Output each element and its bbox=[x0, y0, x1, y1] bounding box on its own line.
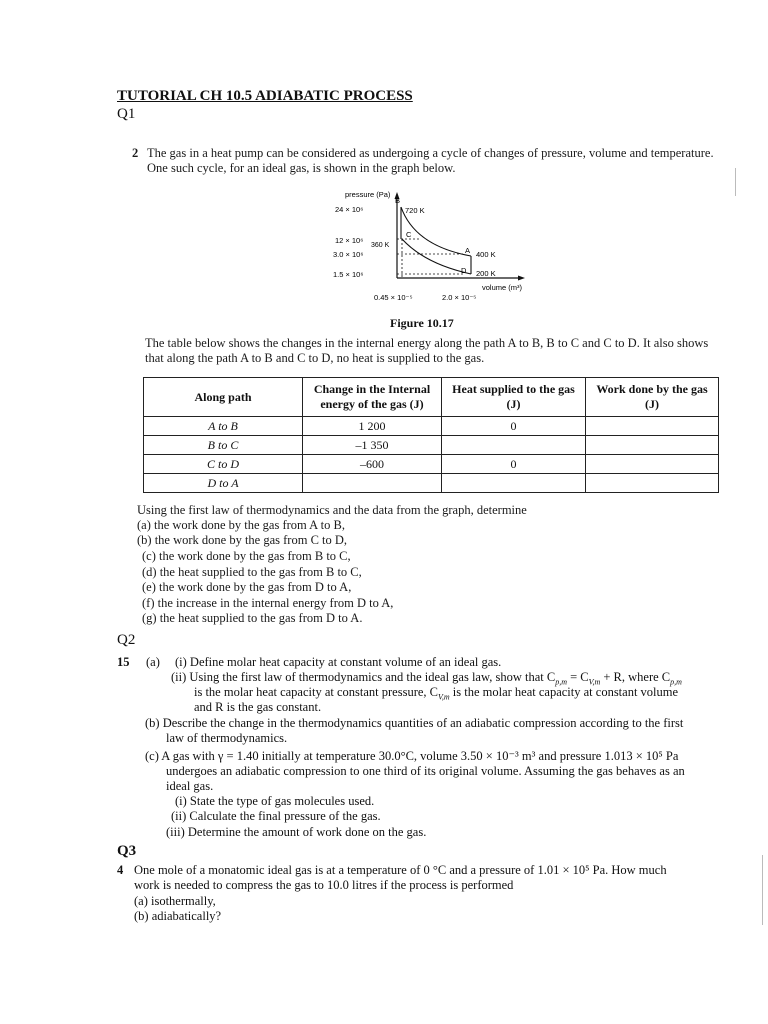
q3-line-1: One mole of a monatomic ideal gas is at a temperature of 0 °C and a pressure of 1.01 × 10⁵ Pa. How much bbox=[134, 863, 667, 877]
table-row bbox=[144, 417, 719, 436]
table-cell bbox=[442, 474, 586, 493]
q1-number: 2 bbox=[132, 146, 139, 160]
x-tick-label: 2.0 × 10⁻⁵ bbox=[442, 293, 477, 302]
table-cell: C to D bbox=[144, 455, 303, 474]
q1-part-d: (d) the heat supplied to the gas from B to C, bbox=[142, 565, 362, 579]
table-cell: D to A bbox=[144, 474, 303, 493]
question-2-label: Q2 bbox=[117, 632, 136, 648]
q2-c-iii: (iii) Determine the amount of work done on the gas. bbox=[166, 825, 427, 839]
q1-part-a: (a) the work done by the gas from A to B, bbox=[137, 518, 345, 532]
table-intro-line-1: The table below shows the changes in the internal energy along the path A to B, B to C and C to D. It also shows bbox=[145, 336, 709, 350]
q1-instruction: Using the first law of thermodynamics and the data from the graph, determine bbox=[137, 503, 527, 517]
table-header: Work done by the gas (J) bbox=[586, 378, 719, 417]
q2-c-line-1: (c) A gas with γ = 1.40 initially at temperature 30.0°C, volume 3.50 × 10⁻³ m³ and pressure 1.013 × 10⁵ Pa bbox=[145, 749, 679, 763]
table-header: Along path bbox=[144, 378, 303, 417]
q2-c-ii: (ii) Calculate the final pressure of the gas. bbox=[171, 809, 381, 823]
table-cell: 1 200 bbox=[303, 417, 442, 436]
table-cell bbox=[442, 436, 586, 455]
q1-part-f: (f) the increase in the internal energy from D to A, bbox=[142, 596, 394, 610]
y-tick-label: 3.0 × 10⁶ bbox=[333, 250, 364, 259]
scan-artifact bbox=[762, 855, 763, 925]
table-cell: –1 350 bbox=[303, 436, 442, 455]
table-header: Heat supplied to the gas (J) bbox=[442, 378, 586, 417]
figure-caption: Figure 10.17 bbox=[390, 316, 454, 330]
q2-c-line-2: undergoes an adiabatic compression to one third of its original volume. Assuming the gas behaves as an bbox=[166, 764, 685, 778]
table-cell bbox=[586, 436, 719, 455]
q3-part-a: (a) isothermally, bbox=[134, 894, 216, 908]
table-row bbox=[144, 474, 719, 493]
table-row bbox=[144, 436, 719, 455]
x-tick-label: 0.45 × 10⁻⁵ bbox=[374, 293, 413, 302]
q2-a-label: (a) bbox=[146, 655, 160, 669]
page-title: TUTORIAL CH 10.5 ADIABATIC PROCESS bbox=[117, 88, 413, 104]
temp-label: 400 K bbox=[476, 250, 496, 259]
q3-part-b: (b) adiabatically? bbox=[134, 909, 222, 923]
q2-c-line-3: ideal gas. bbox=[166, 779, 214, 793]
q2-c-i: (i) State the type of gas molecules used. bbox=[175, 794, 375, 808]
q1-part-g: (g) the heat supplied to the gas from D to A. bbox=[142, 611, 363, 625]
temp-label: 720 K bbox=[405, 206, 425, 215]
table-cell: A to B bbox=[144, 417, 303, 436]
x-axis-label: volume (m³) bbox=[482, 283, 523, 292]
q1-part-e: (e) the work done by the gas from D to A, bbox=[142, 580, 352, 594]
q3-number: 4 bbox=[117, 863, 124, 877]
q2-number: 15 bbox=[117, 655, 130, 669]
q1-intro-line-2: One such cycle, for an ideal gas, is shown in the graph below. bbox=[147, 161, 456, 175]
table-intro-line-2: that along the path A to B and C to D, no heat is supplied to the gas. bbox=[145, 351, 485, 365]
scan-artifact bbox=[735, 168, 736, 196]
point-label: A bbox=[465, 246, 471, 255]
table-cell: –600 bbox=[303, 455, 442, 474]
x-axis-arrow bbox=[518, 276, 525, 281]
q3-line-2: work is needed to compress the gas to 10.0 litres if the process is performed bbox=[134, 878, 514, 892]
question-3-label: Q3 bbox=[117, 843, 137, 859]
q2-a-ii-line-2: is the molar heat capacity at constant pressure, $C_{V,m}$ is the molar heat capacity at constant volume bbox=[194, 685, 679, 702]
q1-part-b: (b) the work done by the gas from C to D, bbox=[137, 533, 348, 547]
point-label: B bbox=[395, 196, 401, 205]
y-axis-label: pressure (Pa) bbox=[345, 190, 391, 199]
table-header-row bbox=[144, 378, 719, 417]
question-1-label: Q1 bbox=[117, 106, 136, 122]
y-tick-label: 1.5 × 10⁶ bbox=[333, 270, 364, 279]
temp-label: 200 K bbox=[476, 269, 496, 278]
point-label: D bbox=[461, 266, 467, 275]
q2-a-ii-line-3: and R is the gas constant. bbox=[194, 700, 322, 714]
q2-a-ii-line-1: (ii) Using the first law of thermodynamics and the ideal gas law, show that $C_{p,m} = C_{V,m} + R$, where $C_{p,m}$ bbox=[171, 670, 682, 687]
q1-part-c: (c) the work done by the gas from B to C, bbox=[142, 549, 351, 563]
table-row bbox=[144, 455, 719, 474]
table-cell: B to C bbox=[144, 436, 303, 455]
table-cell bbox=[586, 417, 719, 436]
table-cell bbox=[586, 474, 719, 493]
pv-diagram bbox=[325, 186, 545, 304]
q2-a-i: (i) Define molar heat capacity at constant volume of an ideal gas. bbox=[175, 655, 502, 669]
table-cell: 0 bbox=[442, 455, 586, 474]
table-cell bbox=[303, 474, 442, 493]
table-cell bbox=[586, 455, 719, 474]
y-tick-label: 12 × 10⁶ bbox=[335, 236, 364, 245]
energy-table bbox=[143, 377, 719, 493]
q2-b-line-2: law of thermodynamics. bbox=[166, 731, 288, 745]
q1-intro-line-1: The gas in a heat pump can be considered as undergoing a cycle of changes of pressure, volume and temperature. bbox=[147, 146, 714, 160]
table-cell: 0 bbox=[442, 417, 586, 436]
y-tick-label: 24 × 10⁶ bbox=[335, 205, 364, 214]
q2-b-line-1: (b) Describe the change in the thermodynamics quantities of an adiabatic compression according to the first bbox=[145, 716, 684, 730]
temp-label: 360 K bbox=[371, 242, 390, 249]
table-header: Change in the Internal energy of the gas (J) bbox=[303, 378, 442, 417]
point-label: C bbox=[406, 230, 412, 239]
